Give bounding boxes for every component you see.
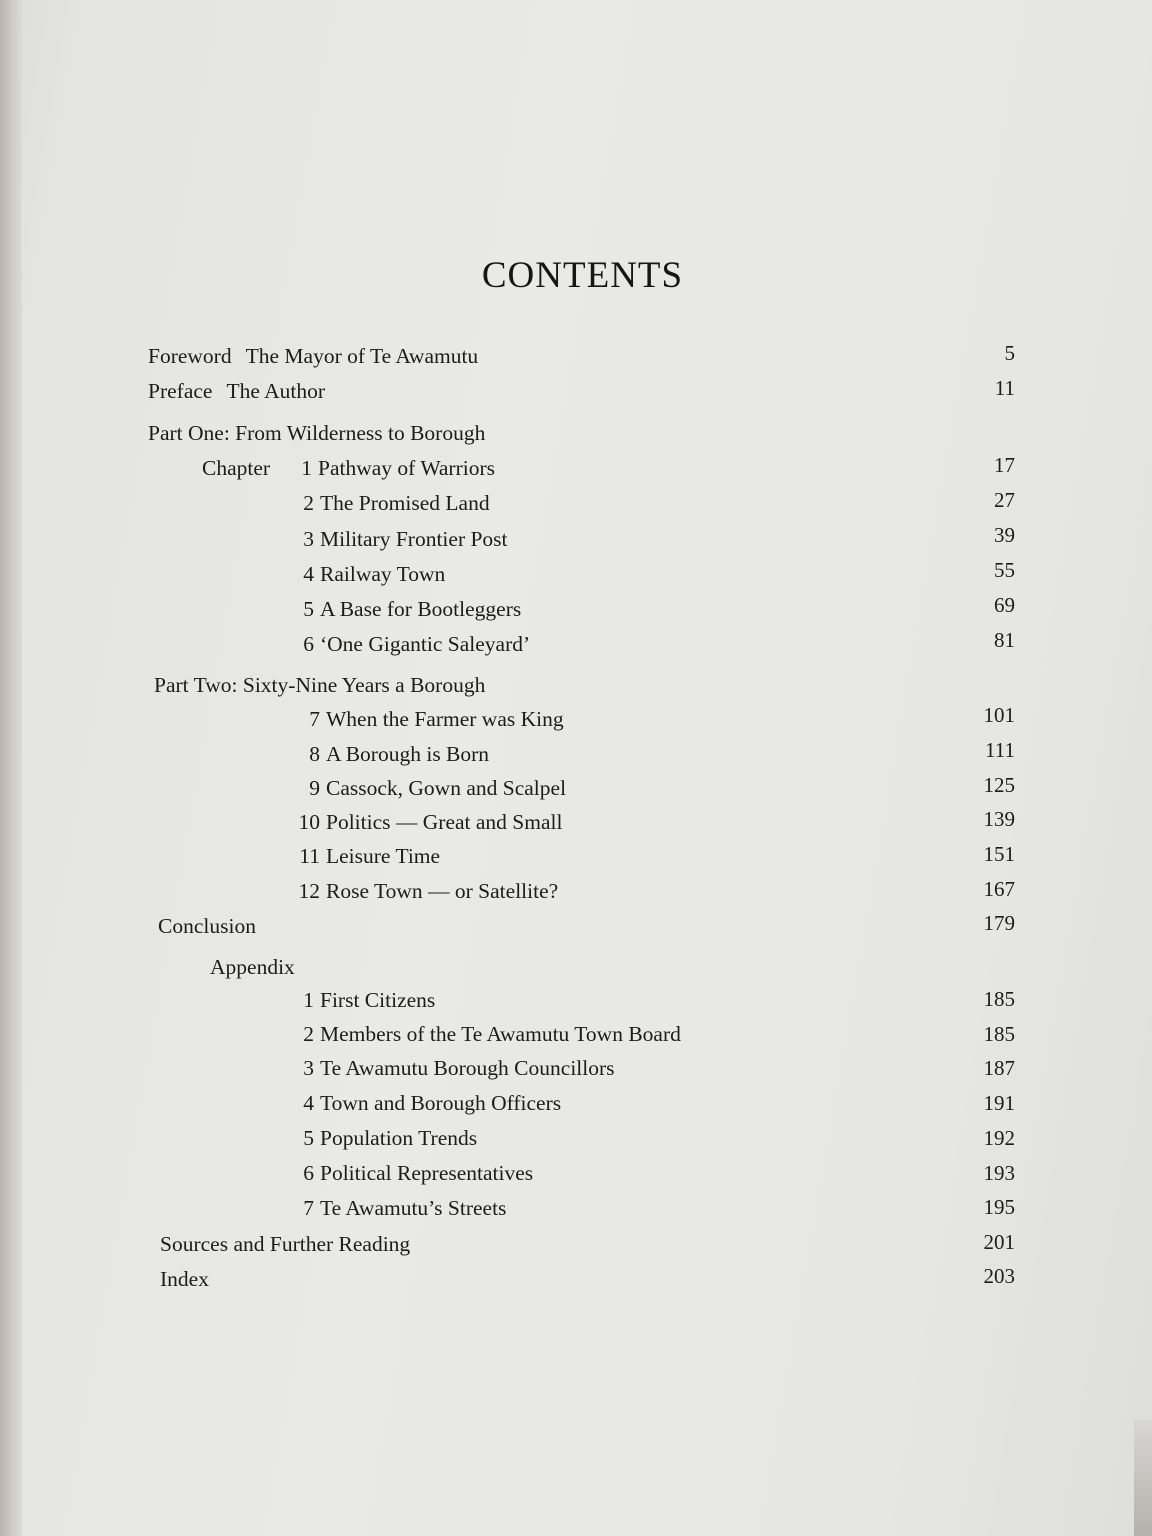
page-binding-edge [0,0,22,1536]
chapter-number: 12 [298,879,320,903]
toc-chapter [290,561,445,587]
page-number: 192 [983,1126,1015,1150]
page-number: 201 [983,1230,1015,1254]
toc-chapter [290,490,490,516]
page-number: 11 [994,376,1015,400]
chapter-title: Cassock, Gown and Scalpel [326,776,567,800]
appendix-number: 6 [303,1161,314,1185]
page-number: 193 [983,1161,1015,1185]
appendix-title: Town and Borough Officers [320,1091,562,1115]
toc-entry-foreword [148,343,478,369]
page-number: 55 [994,558,1015,582]
page-number: 195 [983,1195,1015,1219]
chapter-title: Military Frontier Post [320,527,508,551]
toc-appendix-item [290,987,435,1013]
contents-title: CONTENTS [481,255,684,296]
toc-chapter [296,706,564,732]
part-one-heading: Part One: From Wilderness to Borough [148,421,486,445]
chapter-title: Politics — Great and Small [326,810,563,834]
toc-appendix-item [290,1160,533,1186]
entry-title: The Mayor of Te Awamutu [245,344,479,368]
page-number: 151 [983,842,1015,866]
page-number: 81 [994,628,1015,652]
appendix-title: Te Awamutu’s Streets [320,1196,507,1220]
toc-chapter [288,455,495,481]
chapter-title: A Borough is Born [326,742,490,766]
chapter-number: 3 [303,527,314,551]
toc-chapter [296,843,440,869]
appendix-title: Te Awamutu Borough Councillors [320,1056,615,1080]
chapter-number: 7 [309,707,320,731]
chapter-title: A Base for Bootleggers [320,597,522,621]
chapter-title: Pathway of Warriors [318,456,495,480]
appendix-title: Political Representatives [320,1161,534,1185]
toc-chapter [296,741,489,767]
page-number: 27 [994,488,1015,512]
page-number: 125 [983,773,1015,797]
toc-entry-conclusion: Conclusion [158,914,256,938]
page-number: 191 [983,1091,1015,1115]
appendix-heading: Appendix [210,955,295,979]
toc-appendix-item [290,1021,681,1047]
page-number: 39 [994,523,1015,547]
toc-chapter [296,809,562,835]
appendix-title: Members of the Te Awamutu Town Board [320,1022,681,1046]
chapter-number: 4 [303,562,314,586]
chapter-number: 5 [303,597,314,621]
page-number: 187 [983,1056,1015,1080]
toc-chapter [296,878,558,904]
toc-appendix-item [290,1055,615,1081]
entry-title: The Author [226,379,325,403]
toc-chapter [296,775,566,801]
page-number: 111 [985,738,1015,762]
appendix-number: 4 [303,1091,314,1115]
appendix-title: Population Trends [320,1126,478,1150]
appendix-number: 7 [303,1196,314,1220]
chapter-number: 11 [299,844,320,868]
part-two-heading: Part Two: Sixty-Nine Years a Borough [154,673,486,697]
page-number: 185 [983,987,1015,1011]
chapter-number: 1 [301,456,312,480]
appendix-number: 3 [303,1056,314,1080]
appendix-number: 5 [303,1126,314,1150]
page-number: 5 [1004,341,1015,365]
chapter-number: 8 [309,742,320,766]
toc-appendix-item [290,1125,477,1151]
page-number: 179 [983,911,1015,935]
entry-label: Foreword [148,344,232,368]
page-number: 167 [983,877,1015,901]
chapter-number: 9 [309,776,320,800]
page-number: 101 [983,703,1015,727]
page-number: 185 [983,1022,1015,1046]
toc-entry-preface [148,378,325,404]
chapter-title: Railway Town [320,562,446,586]
chapter-title: When the Farmer was King [326,707,564,731]
toc-chapter [290,526,508,552]
page-number: 139 [983,807,1015,831]
chapter-title: Leisure Time [326,844,441,868]
toc-appendix-item [290,1090,561,1116]
page-number: 203 [983,1264,1015,1288]
chapter-number: 10 [298,810,320,834]
chapter-title: ‘One Gigantic Saleyard’ [320,632,531,656]
page-number: 69 [994,593,1015,617]
chapter-title: Rose Town — or Satellite? [326,879,559,903]
appendix-title: First Citizens [320,988,436,1012]
toc-entry-index: Index [160,1267,209,1291]
toc-chapter [290,596,521,622]
entry-label: Preface [148,379,213,403]
toc-chapter [290,631,530,657]
appendix-number: 1 [303,988,314,1012]
page-corner-shadow [1134,1420,1152,1536]
toc-appendix-item [290,1195,506,1221]
chapter-number: 2 [303,491,314,515]
chapter-title: The Promised Land [320,491,490,515]
chapter-number: 6 [303,632,314,656]
chapter-label: Chapter [202,456,271,480]
toc-entry-sources: Sources and Further Reading [160,1232,411,1256]
appendix-number: 2 [303,1022,314,1046]
page-number: 17 [994,453,1015,477]
